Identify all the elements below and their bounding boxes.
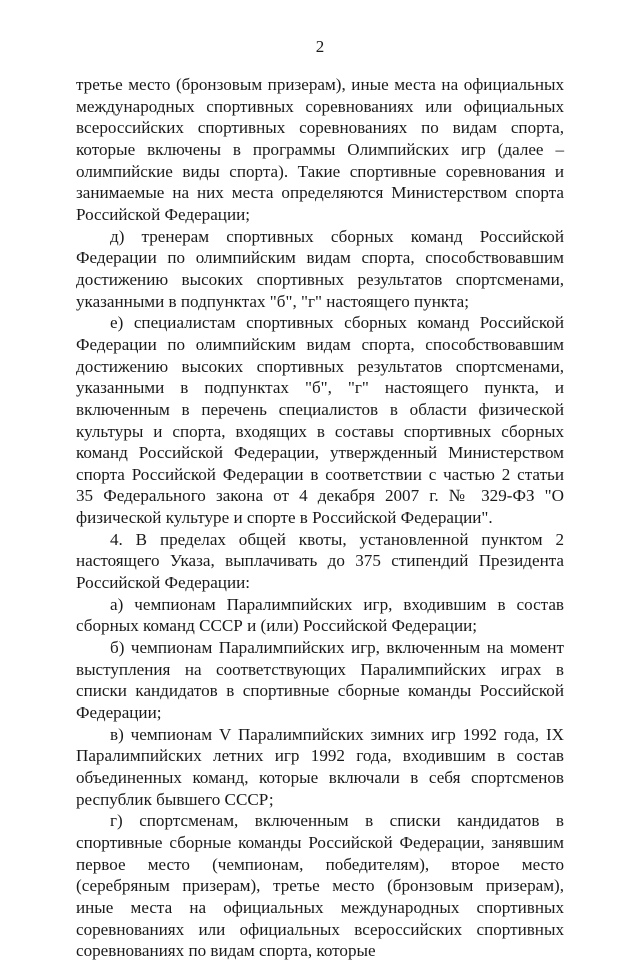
paragraph-item-v-1992-champions: в) чемпионам V Паралимпийских зимних игр 1992 года, IX Паралимпийских летних игр 1992 года, входившим в состав объединенных команд, которые включали в себя спортсменов республик бывшего СССР;: [76, 724, 564, 809]
paragraph-item-e-specialists: е) специалистам спортивных сборных команд Российской Федерации по олимпийским видам спорта, способствовавшим достижению высоких спортивных результатов спортсменами, указанными в подпунктах "б", "г" настоящего пункта, и включенным в перечень специалистов в области физической культуры и спорта, входящих в составы спортивных сборных команд Российской Федерации, утвержденный Министерством спорта Российской Федерации в соответствии с частью 2 статьи 35 Федерального закона от 4 декабря 2007 г. № 329-ФЗ "О физической культуре и спорте в Российской Федерации".: [76, 313, 564, 528]
paragraph-item-g-athletes: г) спортсменам, включенным в списки кандидатов в спортивные сборные команды Российской Федерации, занявшим первое место (чемпионам, победителям), второе место (серебряным призерам), третье место (бронзовым призерам), иные места на официальных международных спортивных соревнованиях или официальных всероссийских спортивных соревнованиях по видам спорта, которые: [76, 811, 564, 961]
paragraph-item-b-paralympic-candidates: б) чемпионам Паралимпийских игр, включенным на момент выступления на соответствующих Паралимпийских играх в списки кандидатов в спортивные сборные команды Российской Федерации;: [76, 638, 564, 723]
page-number: 2: [315, 37, 325, 56]
paragraph-section-4: 4. В пределах общей квоты, установленной пунктом 2 настоящего Указа, выплачивать до 375 стипендий Президента Российской Федерации:: [76, 529, 564, 593]
paragraph-continued-olympic-places: третье место (бронзовым призерам), иные места на официальных международных спортивных соревнованиях или официальных всероссийских спортивных соревнованиях по видам спорта, которые включены в программы Олимпийских игр (далее – олимпийские виды спорта). Такие спортивные соревнования и занимаемые на них места определяются Министерством спорта Российской Федерации;: [76, 75, 564, 224]
paragraph-item-d-coaches: д) тренерам спортивных сборных команд Российской Федерации по олимпийским видам спорта, способствовавшим достижению высоких спортивных результатов спортсменами, указанными в подпунктах "б", "г" настоящего пункта;: [76, 226, 564, 311]
document-body: [76, 74, 564, 962]
paragraph-item-a-paralympic-champions: а) чемпионам Паралимпийских игр, входившим в состав сборных команд СССР и (или) Российской Федерации;: [76, 594, 564, 636]
